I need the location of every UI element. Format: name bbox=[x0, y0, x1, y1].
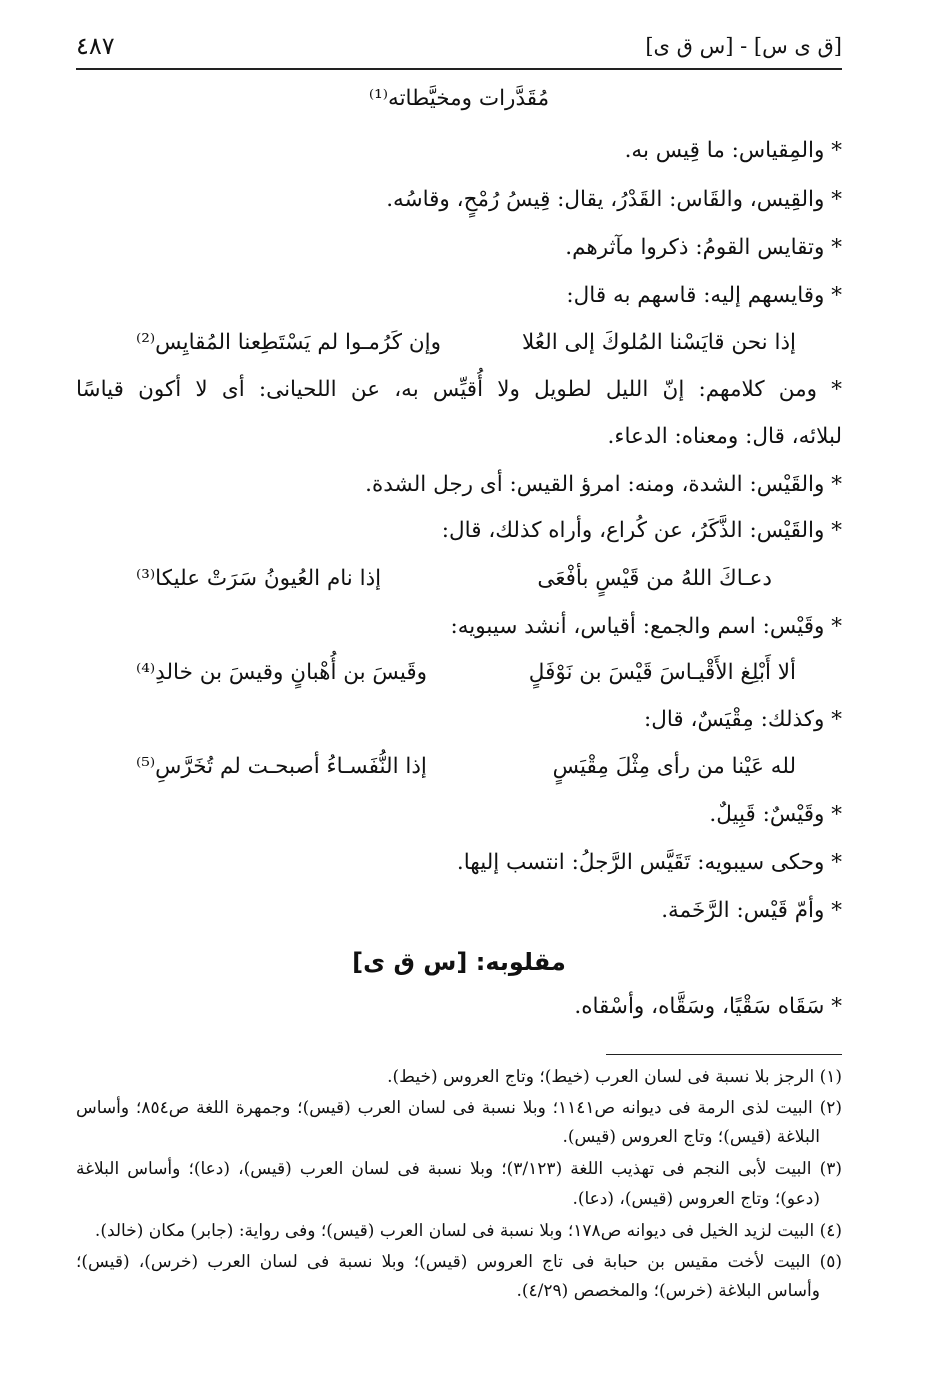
text-line: * والقَيْس: الشدة، ومنه: امرؤ القيس: أى رجل الشدة. bbox=[365, 472, 842, 497]
footnote: (٢) البيت لذى الرمة فى ديوانه ص١١٤١؛ وبلا نسبة فى لسان العرب (قيس)؛ وجمهرة اللغة ص٨٥٤؛ وأساس bbox=[76, 1098, 842, 1118]
verse-hemistich-first: دعـاكَ اللهُ من قَيْسٍ بأفْعَى bbox=[537, 566, 772, 591]
footnote: (١) الرجز بلا نسبة فى لسان العرب (خيط)؛ وتاج العروس (خيط). bbox=[387, 1067, 842, 1087]
footnote: (٥) البيت لأخت مقيس بن حبابة فى تاج العروس (قيس)؛ وبلا نسبة فى لسان العرب (خرس)، (قيس)؛ bbox=[76, 1252, 842, 1272]
text-line: * سَقَاه سَقْيًا، وسَقَّاه، وأسْقاه. bbox=[574, 994, 842, 1019]
text-line: * وحكى سيبويه: تَقَيَّس الرَّجلُ: انتسب إليها. bbox=[456, 850, 842, 875]
running-title: [ق ى س] - [س ق ى] bbox=[645, 34, 842, 58]
verse-hemistich-second: إذا نام العُيونُ سَرَتْ عليكا⁽³⁾ bbox=[136, 566, 382, 591]
text-line: مُقَدَّرات ومخيَّطاته⁽¹⁾ bbox=[368, 86, 550, 111]
verse-hemistich-first: إذا نحن قايَسْنا المُلوكَ إلى العُلا bbox=[521, 330, 796, 355]
text-line: * والقِيس، والقَاس: القَدْرُ، يقال: قِيسُ رُمْحٍ، وقاسُه. bbox=[386, 187, 842, 212]
text-line: * والقَيْس: الذَّكَرُ، عن كُراع، وأراه كذلك، قال: bbox=[441, 518, 842, 543]
text-line: * والمِقياس: ما قِيس به. bbox=[624, 138, 842, 163]
text-line: لبلائه، قال: ومعناه: الدعاء. bbox=[607, 424, 842, 449]
section-heading: مقلوبه: [س ق ى] bbox=[352, 948, 566, 976]
footnote: (دعو)؛ وتاج العروس (قيس)، (دعا). bbox=[572, 1189, 820, 1209]
page-header bbox=[76, 28, 842, 70]
text-line: * وأمّ قَيْس: الرَّخَمة. bbox=[661, 898, 842, 923]
page-number: ٤٨٧ bbox=[76, 32, 115, 60]
text-line: * وقايسهم إليه: قاسهم به قال: bbox=[566, 283, 842, 308]
footnote-divider bbox=[606, 1054, 842, 1055]
text-line: * وقَيْسٌ: قَبِيلٌ. bbox=[709, 802, 842, 827]
text-line: * ومن كلامهم: إنّ الليل لطويل ولا أُقيِّس به، عن اللحيانى: أى لا أكون قياسًا bbox=[76, 377, 842, 402]
footnote: وأساس البلاغة (خرس)؛ والمخصص (٤/٢٩). bbox=[516, 1281, 820, 1301]
verse-hemistich-second: وقَيسَ بن أُهْبانٍ وقيسَ بن خالدِ⁽⁴⁾ bbox=[136, 660, 427, 685]
verse-hemistich-first: ألا أَبْلِغ الأَقْيـاسَ قَيْسَ بن نَوْفَلٍ bbox=[528, 660, 796, 685]
verse-hemistich-second: وإن كَرُمـوا لم يَسْتَطِعنا المُقايِس⁽²⁾ bbox=[136, 330, 441, 355]
verse-hemistich-second: إذا النُّفَسـاءُ أصبحـت لم تُخَرَّسِ⁽⁵⁾ bbox=[136, 754, 427, 779]
footnote: البلاغة (قيس)؛ وتاج العروس (قيس). bbox=[562, 1127, 820, 1147]
text-line: * وكذلك: مِقْيَسٌ، قال: bbox=[644, 707, 842, 732]
text-line: * وتقايس القومُ: ذكروا مآثرهم. bbox=[565, 235, 842, 260]
footnote: (٤) البيت لزيد الخيل فى ديوانه ص١٧٨؛ وبلا نسبة فى لسان العرب (قيس)؛ وفى رواية: (جابر) مكان (خالد). bbox=[94, 1221, 842, 1241]
verse-hemistich-first: لله عَيْنا من رأى مِثْلَ مِقْيَسٍ bbox=[552, 754, 796, 779]
footnote: (٣) البيت لأبى النجم فى تهذيب اللغة (٣/١٢٣)؛ وبلا نسبة فى لسان العرب (قيس)، (دعا)؛ وأساس البلاغة bbox=[76, 1159, 842, 1179]
text-line: * وقَيْس: اسم والجمع: أقياس، أنشد سيبويه: bbox=[450, 614, 842, 639]
